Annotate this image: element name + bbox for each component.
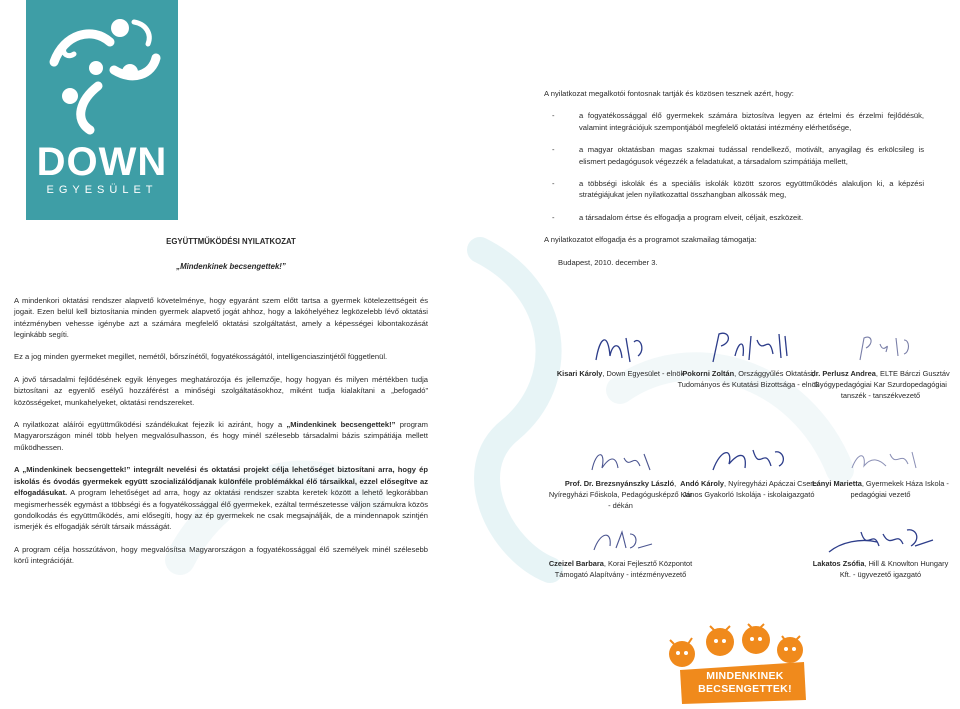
- paragraph-1: A mindenkori oktatási rendszer alapvető követelménye, hogy egyaránt szem előtt tartsa a gyermek kötelezettségeit és jogait. Ezen belül kell biztosítania minden gyermek alapvető jogát ahhoz, hogy a lakóhelyéhez legközelebb lévő oktatási intézményben vehesse igénybe azt a számára megfelelő oktatási szolgáltatást, amely a képességei kibontakozását leginkább segíti.: [14, 295, 428, 340]
- dash-bullet: -: [552, 179, 555, 189]
- signature-block: [676, 326, 821, 390]
- goal-item: [552, 144, 924, 167]
- goal-item: [552, 110, 924, 133]
- goals-list: [544, 110, 924, 223]
- paragraph-2: Ez a jog minden gyermeket megillet, nemétől, bőrszínétől, fogyatékosságától, intelligenciaszintjétől függetlenül.: [14, 352, 388, 362]
- signer-title: , Gyermekek Háza Iskola - pedagógiai vezető: [850, 479, 949, 499]
- signer-title: , ELTE Bárczi Gusztáv Gyógypedagógiai Kar Szurdopedagógiai tanszék - tanszékvezető: [814, 369, 950, 400]
- paragraph-4-text-b: program Magyarországon minél több helyen megvalósulhasson, és hogy minél szélesebb társadalmi bázis szimpátiája mellett működhessen.: [14, 420, 428, 452]
- dash-bullet: -: [552, 212, 555, 222]
- goal-text: a társadalom értse és elfogadja a program elveit, céljait, eszközeit.: [579, 212, 804, 222]
- handwritten-signature: [576, 440, 666, 478]
- doc-subtitle: „Mindenkinek becsengettek!”: [176, 262, 286, 272]
- dash-bullet: -: [552, 145, 555, 155]
- paragraph-4: [14, 419, 428, 453]
- doc-title: EGYÜTTMŰKÖDÉSI NYILATKOZAT: [166, 237, 296, 246]
- program-name: „Mindenkinek becsengettek!”: [286, 420, 396, 430]
- down-egyesulet-logo: [26, 0, 178, 220]
- paragraph-3: A jövő társadalmi fejlődésének egyik lényeges meghatározója és jellemzője, hogy hogyan és milyen mértékben tudja biztosítani az egyenlő esélyű hozzáférést a minőségi szolgáltatásokhoz, miként tudja kialakítani a „befogadó” közösségeket, munkahelyeket, oktatási rendszereket.: [14, 374, 428, 407]
- signer-name: Czeizel Barbara: [548, 559, 604, 568]
- signer-name: Pokorni Zoltán: [682, 369, 735, 378]
- handwritten-signature: [836, 440, 926, 478]
- signature-block: [676, 440, 821, 500]
- dash-bullet: -: [552, 111, 555, 121]
- logo-subtitle: EGYESÜLET: [46, 184, 158, 196]
- handwritten-signature: [699, 440, 799, 478]
- signer-title: , Nyíregyházi Főiskola, Pedagógusképző Kar - dékán: [548, 479, 693, 510]
- people-figures-icon: [34, 8, 170, 138]
- signer-title: , Országgyűlés Oktatási, Tudományos és Kutatási Bizottsága - elnök: [677, 369, 820, 389]
- support-statement: A nyilatkozatot elfogadja és a programot szakmailag támogatja:: [544, 235, 757, 245]
- cooperation-declaration: [14, 236, 428, 567]
- signer-name: Andó Károly: [680, 479, 725, 488]
- handwritten-signature: [836, 326, 926, 368]
- mindenkinek-becsengettek-logo: [664, 620, 810, 704]
- signer-title: , Korai Fejlesztő Központot Támogató Alapítvány - intézményvezető: [554, 559, 693, 579]
- signer-name: Lakatos Zsófia: [812, 559, 865, 568]
- signer-title: , Hill & Knowlton Hungary Kft. - ügyvezető igazgató: [839, 559, 949, 579]
- handwritten-signature: [699, 326, 799, 368]
- paragraph-6: A program célja hosszútávon, hogy megvalósítsa Magyarországon a fogyatékossággal élő személyek minél szélesebb körű integrációját.: [14, 544, 428, 566]
- signer-title: , Down Egyesület - elnök: [602, 369, 685, 378]
- goal-text: a magyar oktatásban magas szakmai tudással rendelkező, motivált, anyagilag és erkölcsileg is elismert pedagógusok végezzék a feladatukat, a társadalom szimpátiája mellett,: [579, 145, 924, 166]
- goal-item: [552, 212, 924, 223]
- signer-name: dr. Perlusz Andrea: [811, 369, 876, 378]
- goal-text: a többségi iskolák és a speciális iskolák között szoros együttműködés alakuljon ki, a képzési stratégiájukat jelen nyilatkozattal összhangban alkossák meg,: [579, 179, 924, 200]
- logo-wordmark: DOWN: [36, 140, 168, 184]
- paragraph-4-text-a: A nyilatkozat aláírói együttműködési szándékukat fejezik ki aziránt, hogy a: [14, 420, 287, 430]
- signature-block: [808, 326, 953, 401]
- signature-block: [548, 440, 693, 511]
- paragraph-5: [14, 464, 428, 532]
- paragraph-5-text: A program lehetőséget ad arra, hogy az oktatási rendszer szabta keretek között a lehető legkorábban megismerhessék egymást a többségi és a fogyatékossággal élő gyermekek, ezáltal természetesse váljon számukra közös gondolkodás és együttműködés, ami elősegíti, hogy az ép gyermekek ne csak megsajnálják, de a mindennapok szintjén ismerjék és elfogadják sérült társaik másságát.: [14, 488, 428, 532]
- date-place: Budapest, 2010. december 3.: [558, 257, 658, 267]
- signature-block: [808, 440, 953, 500]
- signature-block: [808, 522, 953, 580]
- intro-text: A nyilatkozat megalkotói fontosnak tartják és közösen tesznek azért, hogy:: [544, 89, 794, 98]
- goal-text: a fogyatékossággal élő gyermekek számára biztosítva legyen az értelmi és érzelmi fejlődésük, valamint integrációjuk szempontjából megfelelő oktatási intézmény elérhetősége,: [579, 111, 924, 132]
- handwritten-signature: [576, 326, 666, 368]
- signature-block: [548, 522, 693, 580]
- declaration-page-2: [544, 88, 924, 268]
- signer-name: Lányi Marietta: [812, 479, 862, 488]
- signature-block: [548, 326, 693, 379]
- signer-name: Kisari Károly: [556, 369, 603, 378]
- paragraph-5-lead: A „Mindenkinek becsengettek!” integrált nevelési és oktatási projekt célja lehetőséget biztosítani arra, hogy ép iskolás és óvodás gyermekek együtt szocializálódjanak különféle problémákkal élő társaikkal, ezzel elősegítve az elfogadásukat.: [14, 465, 428, 498]
- goal-item: [552, 178, 924, 201]
- badge-line-2: BECSENGETTEK!: [698, 683, 792, 695]
- signer-name: Prof. Dr. Brezsnyánszky László: [564, 479, 675, 488]
- handwritten-signature: [821, 522, 941, 558]
- signer-title: , Nyíregyházi Apáczai Csere János Gyakorló Iskolája - iskolaigazgató: [682, 479, 817, 499]
- handwritten-signature: [576, 522, 666, 558]
- badge-line-1: MINDENKINEK: [706, 670, 784, 682]
